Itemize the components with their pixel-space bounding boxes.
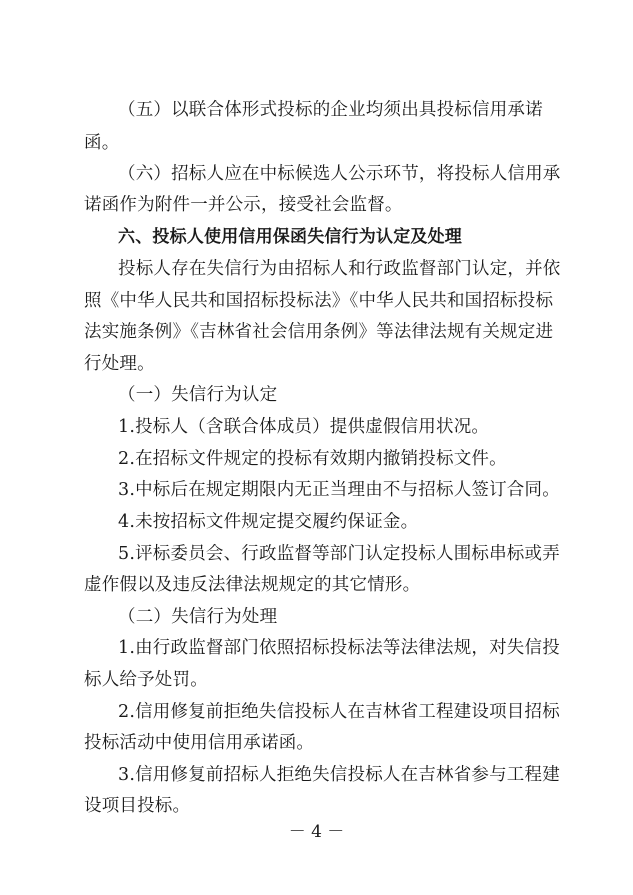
paragraph-line: 行处理。	[84, 354, 155, 374]
list-item: 2.在招标文件规定的投标有效期内撤销投标文件。	[118, 449, 507, 469]
list-item: 5.评标委员会、行政监督等部门认定投标人围标串标或弄	[118, 544, 560, 564]
list-item-continuation: 设项目投标。	[84, 796, 191, 816]
paragraph-line: 投标人存在失信行为由招标人和行政监督部门认定，并依	[118, 259, 561, 279]
list-item: 1.投标人（含联合体成员）提供虚假信用状况。	[118, 417, 490, 437]
paragraph-line: （六）招标人应在中标候选人公示环节，将投标人信用承	[118, 164, 561, 184]
subsection-heading: （二）失信行为处理	[118, 607, 278, 627]
list-item-continuation: 投标活动中使用信用承诺函。	[84, 733, 315, 753]
page-number: － 4 －	[288, 822, 345, 842]
list-item: 4.未按招标文件规定提交履约保证金。	[118, 512, 419, 532]
paragraph-line: 法实施条例》《吉林省社会信用条例》等法律法规有关规定进	[84, 322, 554, 342]
section-heading: 六、投标人使用信用保函失信行为认定及处理	[118, 227, 462, 247]
list-item-continuation: 标人给予处罚。	[84, 670, 208, 690]
list-item: 2.信用修复前拒绝失信投标人在吉林省工程建设项目招标	[118, 702, 560, 722]
paragraph-line: 诺函作为附件一并公示，接受社会监督。	[84, 195, 403, 215]
list-item: 3.信用修复前招标人拒绝失信投标人在吉林省参与工程建	[118, 765, 560, 785]
paragraph-line: 照《中华人民共和国招标投标法》《中华人民共和国招标投标	[84, 291, 554, 311]
list-item: 1.由行政监督部门依照招标投标法等法律法规，对失信投	[118, 638, 560, 658]
list-item-continuation: 虚作假以及违反法律法规规定的其它情形。	[84, 575, 421, 595]
paragraph-line: 函。	[84, 133, 120, 153]
paragraph-line: （五）以联合体形式投标的企业均须出具投标信用承诺	[118, 100, 543, 120]
list-item: 3.中标后在规定期限内无正当理由不与招标人签订合同。	[118, 480, 560, 500]
subsection-heading: （一）失信行为认定	[118, 385, 278, 405]
